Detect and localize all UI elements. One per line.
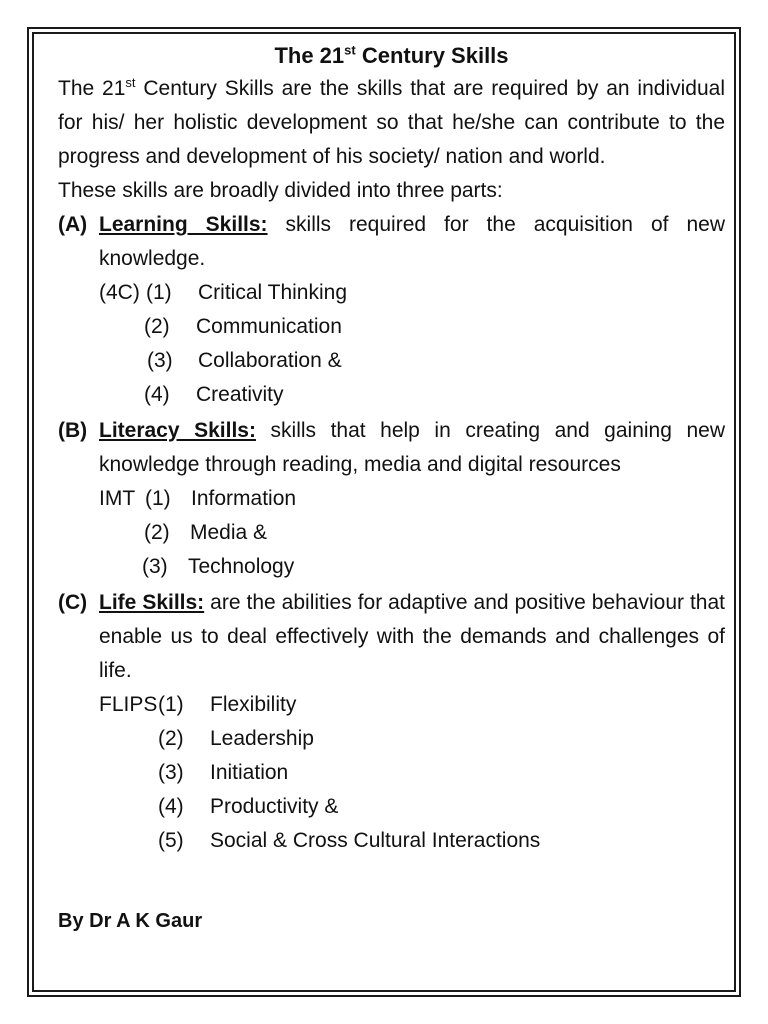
item-label: Critical Thinking: [198, 281, 347, 304]
list-item: [99, 790, 725, 824]
item-label: Flexibility: [210, 693, 297, 716]
page-title: [58, 40, 725, 72]
item-label: Media &: [190, 521, 268, 544]
group-label: FLIPS: [99, 693, 158, 716]
list-item: [99, 344, 725, 378]
item-number: (2): [144, 521, 170, 544]
item-number: (1): [146, 281, 172, 304]
item-number: (4): [144, 383, 170, 406]
section-letter: (C): [58, 591, 88, 614]
intro-paragraph: [58, 72, 725, 174]
title-superscript: st: [344, 42, 356, 58]
item-number: (3): [142, 555, 168, 578]
item-number: (4): [158, 795, 184, 818]
list-item: [99, 688, 725, 722]
document-body: [58, 40, 725, 938]
item-label: Initiation: [210, 761, 289, 784]
list-item: [99, 722, 725, 756]
list-item: [99, 310, 725, 344]
item-number: (5): [158, 829, 184, 852]
list-item: [99, 482, 725, 516]
list-item: [99, 378, 725, 412]
section-heading: Life Skills:: [99, 591, 205, 614]
intro-text: The 21: [58, 77, 126, 100]
item-number: (1): [145, 487, 171, 510]
section-description: skills that help in creating and gaining new knowledge through reading, media and digital resources: [99, 419, 725, 476]
intro-text-end: Century Skills are the skills that are required by an individual for his/ her holistic development so that he/she can contribute to the progress and development of his society/ nation and world.: [58, 77, 725, 168]
section-letter: (A): [58, 213, 88, 236]
title-text-end: Century Skills: [355, 43, 509, 68]
item-label: Collaboration &: [198, 349, 342, 372]
group-label: (4C): [99, 281, 140, 304]
item-number: (2): [158, 727, 184, 750]
list-item: [99, 276, 725, 310]
item-label: Technology: [188, 555, 295, 578]
section-learning-skills: [58, 208, 725, 412]
list-item: [99, 550, 725, 584]
group-label: IMT: [99, 487, 136, 510]
list-item: [99, 824, 725, 858]
section-life-skills: [58, 586, 725, 858]
section-literacy-skills: [58, 414, 725, 584]
section-description: skills required for the acquisition of new knowledge.: [99, 213, 725, 270]
item-number: (1): [158, 693, 184, 716]
section-letter: (B): [58, 419, 88, 442]
intro-superscript: st: [125, 75, 136, 90]
item-label: Information: [191, 487, 297, 510]
item-label: Leadership: [210, 727, 314, 750]
section-heading: Literacy Skills:: [99, 419, 256, 442]
item-number: (2): [144, 315, 170, 338]
item-label: Creativity: [196, 383, 284, 406]
section-heading: Learning Skills:: [99, 213, 268, 236]
title-text: The 21: [274, 43, 345, 68]
item-number: (3): [158, 761, 184, 784]
list-item: [99, 756, 725, 790]
divided-line: These skills are broadly divided into three parts:: [58, 179, 503, 202]
author-credit: By Dr A K Gaur: [58, 910, 203, 932]
section-description: are the abilities for adaptive and positive behaviour that enable us to deal effectively with the demands and challenges of life.: [99, 591, 726, 682]
list-item: [99, 516, 725, 550]
item-label: Communication: [196, 315, 342, 338]
item-label: Social & Cross Cultural Interactions: [210, 829, 541, 852]
item-label: Productivity &: [210, 795, 339, 818]
item-number: (3): [147, 349, 173, 372]
